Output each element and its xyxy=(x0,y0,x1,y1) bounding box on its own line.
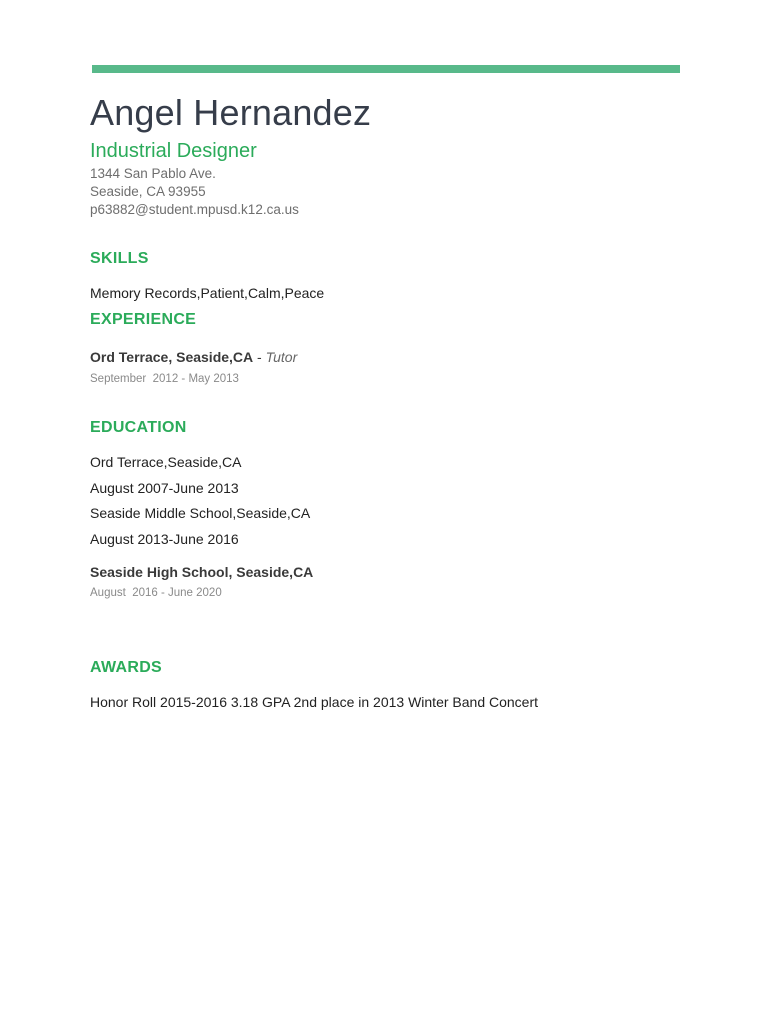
experience-entry-title xyxy=(90,349,297,365)
address-line-2: Seaside, CA 93955 xyxy=(90,184,206,199)
accent-bar xyxy=(92,65,680,73)
experience-place: Ord Terrace, Seaside,CA xyxy=(90,349,254,365)
education-school: Seaside High School, Seaside,CA xyxy=(90,564,314,580)
education-heading: EDUCATION xyxy=(90,419,187,436)
candidate-role: Industrial Designer xyxy=(90,140,257,162)
education-line: August 2013-June 2016 xyxy=(90,531,239,547)
experience-job-title: Tutor xyxy=(265,349,298,365)
experience-heading: EXPERIENCE xyxy=(90,311,197,328)
experience-dates: September 2012 - May 2013 xyxy=(90,373,239,385)
education-line: Seaside Middle School,Seaside,CA xyxy=(90,505,311,521)
education-entry-title xyxy=(90,564,313,580)
education-line: August 2007-June 2013 xyxy=(90,480,239,496)
awards-text: Honor Roll 2015-2016 3.18 GPA 2nd place in 2013 Winter Band Concert xyxy=(90,694,539,710)
skills-heading: SKILLS xyxy=(90,250,149,267)
experience-separator: - xyxy=(253,349,266,365)
address-line-1: 1344 San Pablo Ave. xyxy=(90,166,216,181)
email-address: p63882@student.mpusd.k12.ca.us xyxy=(90,202,299,217)
education-line: Ord Terrace,Seaside,CA xyxy=(90,454,242,470)
education-dates: August 2016 - June 2020 xyxy=(90,587,222,599)
candidate-name: Angel Hernandez xyxy=(90,92,372,133)
skills-text: Memory Records,Patient,Calm,Peace xyxy=(90,285,325,301)
awards-heading: AWARDS xyxy=(90,659,163,676)
